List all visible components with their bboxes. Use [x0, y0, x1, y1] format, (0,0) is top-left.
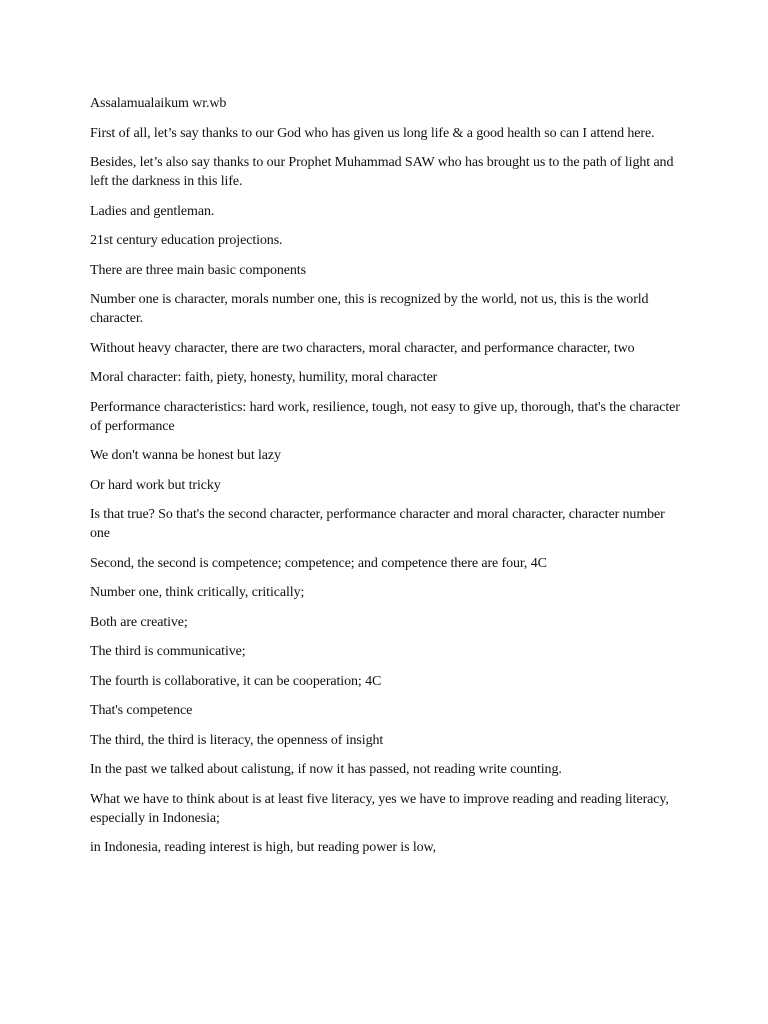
paragraph: The fourth is collaborative, it can be cooperation; 4C	[90, 673, 382, 689]
paragraph: Second, the second is competence; competence; and competence there are four, 4C	[90, 555, 547, 571]
paragraph: There are three main basic components	[90, 262, 306, 278]
paragraph: What we have to think about is at least five literacy, yes we have to improve reading and reading literacy, especially in Indonesia;	[90, 791, 669, 826]
paragraph: Number one, think critically, critically;	[90, 585, 305, 600]
paragraph: That's competence	[90, 703, 193, 718]
paragraph: 21st century education projections.	[90, 233, 283, 248]
paragraph: We don't wanna be honest but lazy	[90, 448, 281, 463]
paragraph: Moral character: faith, piety, honesty, humility, moral character	[90, 370, 438, 385]
paragraph: Both are creative;	[90, 614, 188, 630]
paragraph: The third, the third is literacy, the openness of insight	[90, 732, 384, 748]
paragraph: Ladies and gentleman.	[90, 203, 215, 219]
paragraph: Or hard work but tricky	[90, 477, 221, 493]
paragraph: First of all, let’s say thanks to our God who has given us long life & a good health so can I attend here.	[90, 125, 655, 141]
paragraph: Performance characteristics: hard work, resilience, tough, not easy to give up, thorough, that's the character of performance	[90, 399, 680, 434]
paragraph: in Indonesia, reading interest is high, but reading power is low,	[90, 840, 437, 855]
document-body	[90, 94, 682, 868]
paragraph: Is that true? So that's the second character, performance character and moral character, character number one	[90, 507, 665, 541]
paragraph: Number one is character, morals number one, this is recognized by the world, not us, this is the world character.	[90, 292, 649, 326]
paragraph: Besides, let’s also say thanks to our Prophet Muhammad SAW who has brought us to the path of light and left the darkness in this life.	[90, 155, 674, 189]
paragraph-greeting: Assalamualaikum wr.wb	[90, 96, 227, 111]
paragraph: In the past we talked about calistung, if now it has passed, not reading write counting.	[90, 762, 562, 777]
paragraph: The third is communicative;	[90, 644, 246, 659]
paragraph: Without heavy character, there are two characters, moral character, and performance character, two	[90, 340, 635, 356]
